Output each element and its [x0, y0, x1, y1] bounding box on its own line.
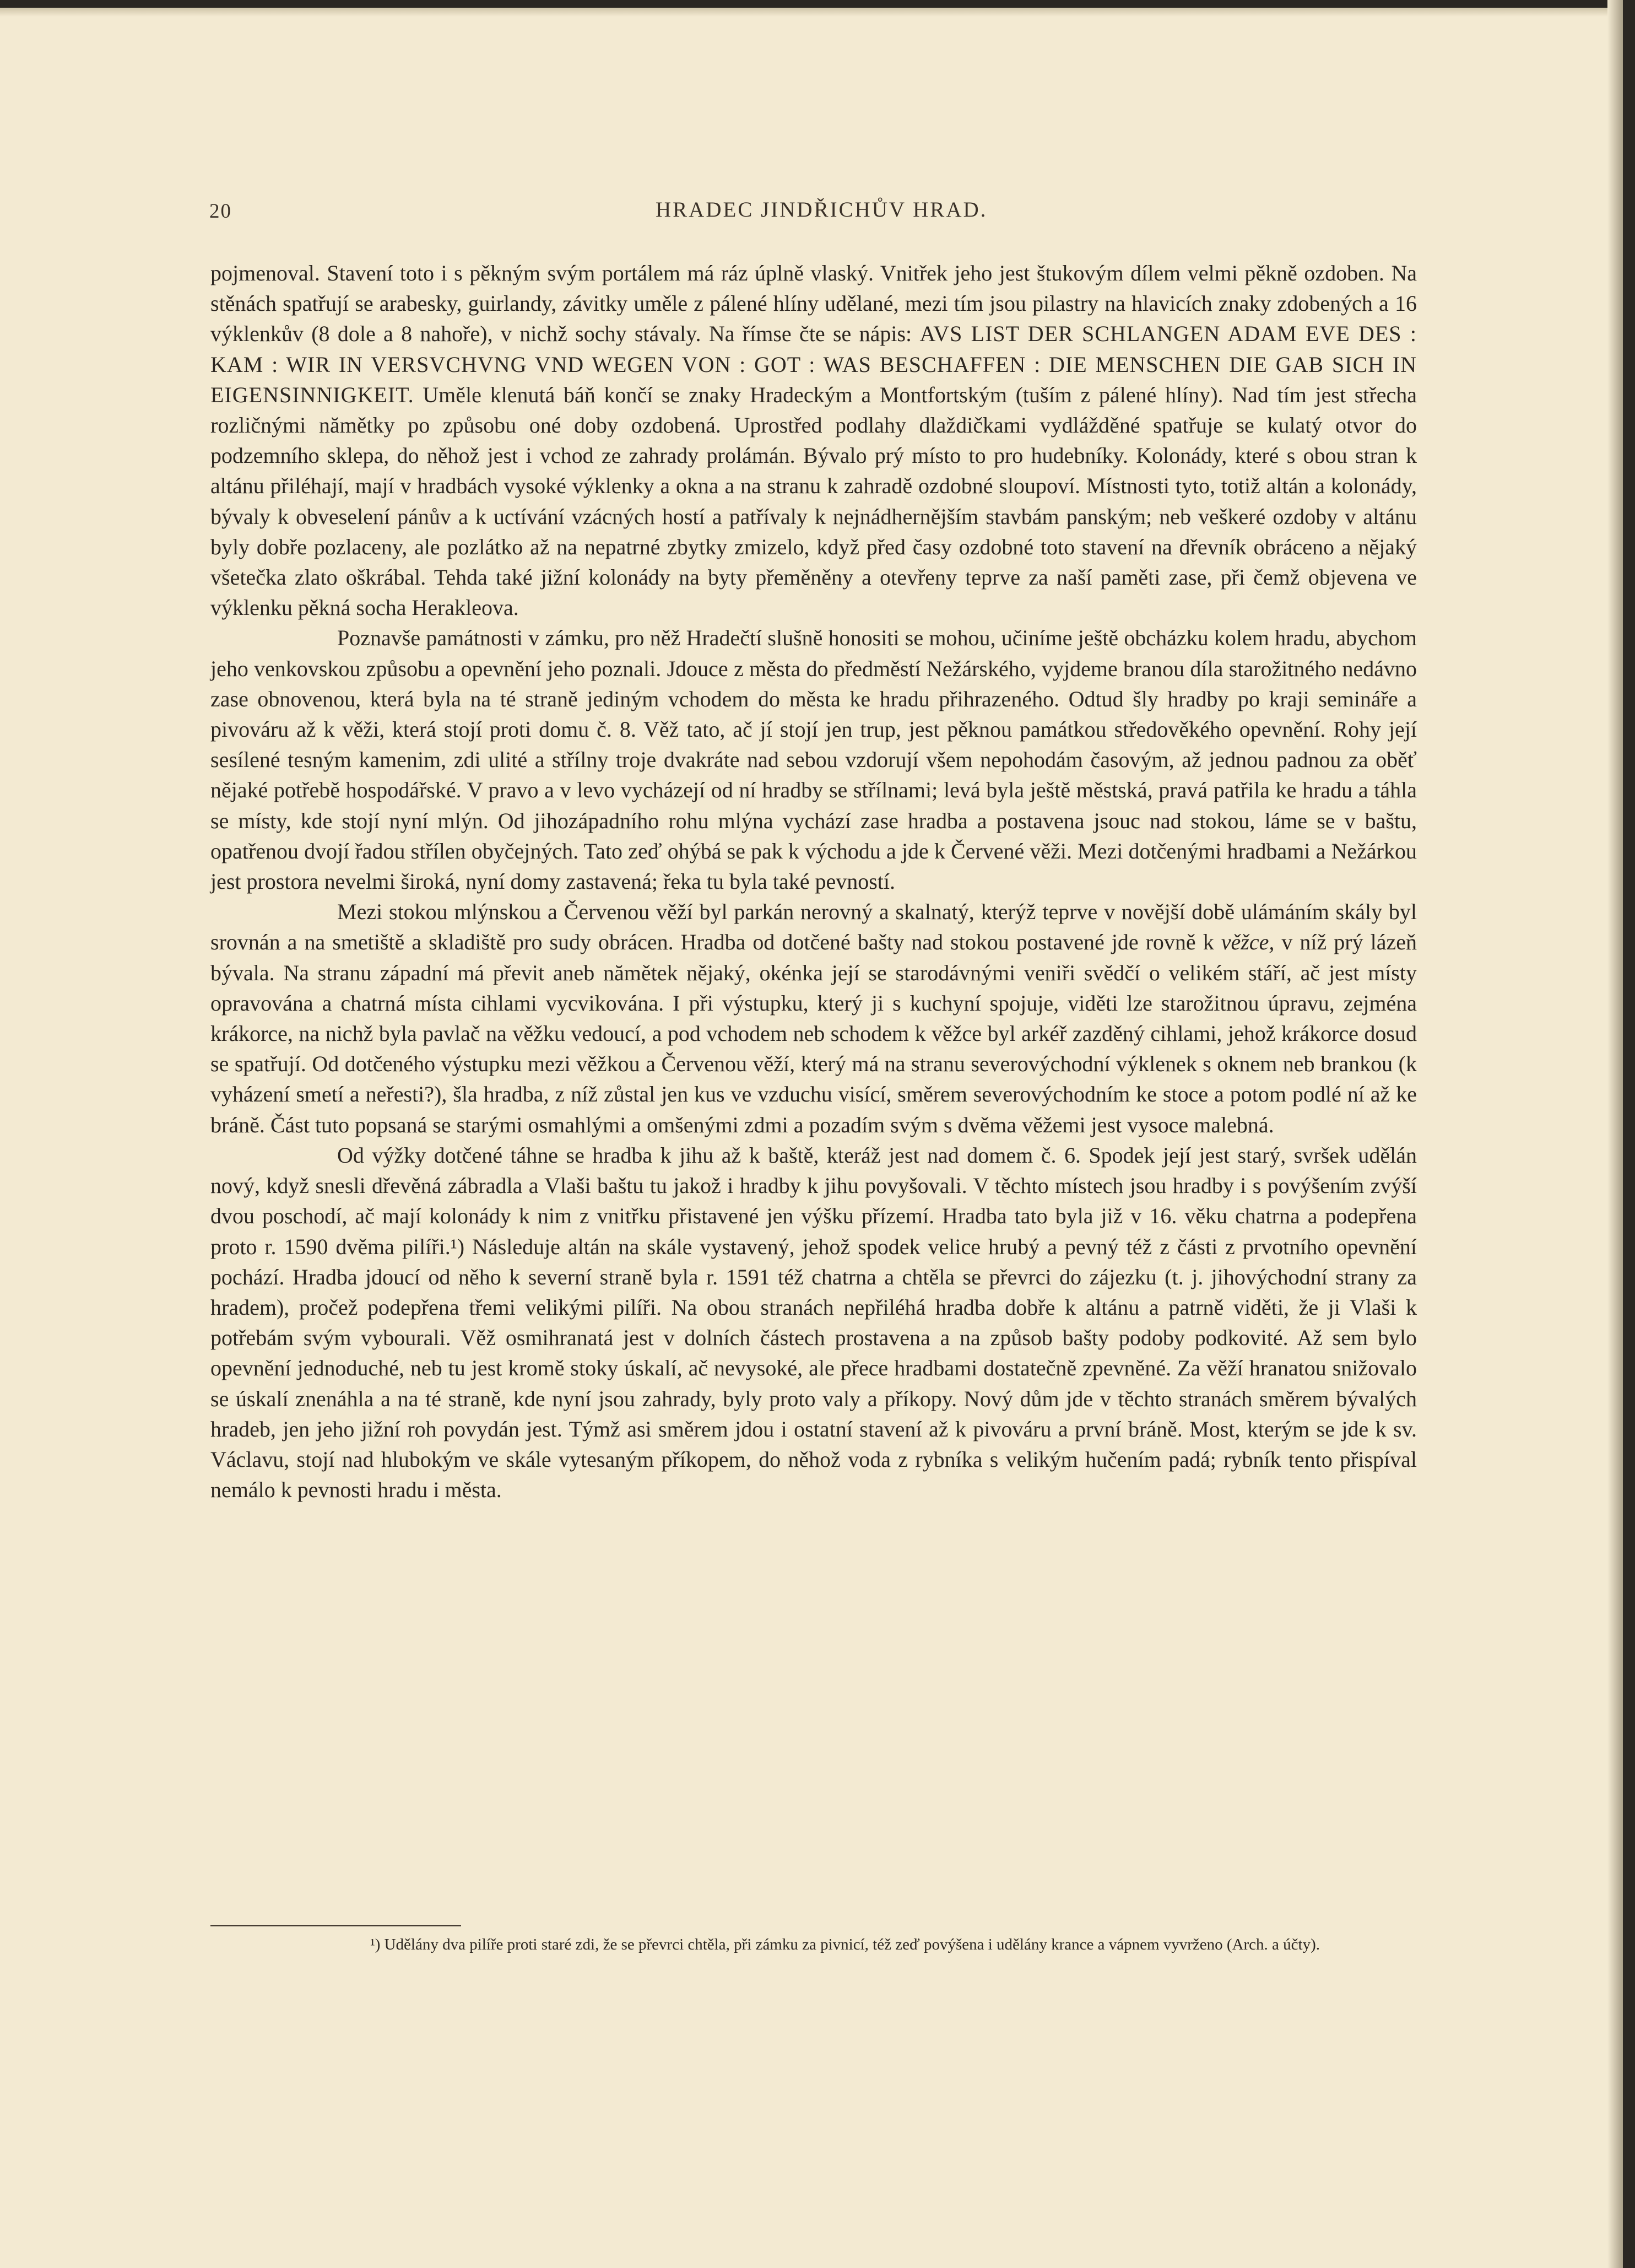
paragraph-1-start: pojmenoval. Stavení toto i s pěkným svým portálem má ráz úplně vlaský. Vnitřek jeho jest štukovým dílem velmi pěkně ozdoben. Na stěnách spatřují se arabesky, guirlandy, závitky uměle z pálené hlíny udělané, mezi tím jsou pilastry na hlavicích znaky zdobených a 16 výklenkův (8 dole a 8 nahoře), v nichž sochy stávaly. Na římse čte se nápis: — [210, 261, 1417, 347]
scan-top-shadow — [0, 8, 1635, 17]
scan-right-shadow — [1607, 0, 1623, 2268]
running-head: HRADEC JINDŘICHŮV HRAD. — [656, 198, 988, 222]
paragraph-4 — [210, 1140, 1417, 1505]
paragraph-3-end: v níž prý lázeň bývala. Na stranu západní má převit aneb nămětek nějaký, okénka její se starodávnými veniři svědčí o velikém stáří, ač jest místy opravována a chatrná místa cihlami vycvikována. I při výstupku, který ji s kuchyní spojuje, viděti lze starožitnou úpravu, zejména krákorce, na nichž byla pavlač na věžku vedoucí, a pod vchodem neb schodem k věžce byl arkéř zazděný cihlami, jehož krákorce dosud se spatřují. Od dotčeného výstupku mezi věžkou a Červenou věží, který má na stranu severovýchodní výklenek s oknem neb brankou (k vyházení smetí a neřesti?), šla hradba, z níž zůstal jen kus ve vzduchu visící, směrem severovýchodním ke stoce a potom podlé ní až ke bráně. Část tuto popsaná se starými osmahlými a omšenými zdmi a pozadím svým s dvěma věžemi jest vysoce malebná. — [210, 930, 1417, 1137]
paragraph-3 — [210, 897, 1417, 1140]
paragraph-4-start: Od výžky dotčené táhne se hradba k jihu až k baště, kteráž jest nad domem č. 6. Spodek její jest starý, svršek udělán nový, když snesli dřevěná zábradla a Vlaši baštu tu jakož i hradby k jihu povyšovali. V těchto místech jsou hradby i s povýšením zvýší dvou poschodí, ač mají kolonády k nim z vnitřku přistavené jen výšku přízemí. Hradba tato byla již v 16. věku chatrna a podepřena proto r. 1590 dvěma pilíři. — [210, 1142, 1417, 1259]
page-number: 20 — [209, 200, 232, 223]
scan-top-border — [0, 0, 1635, 8]
italic-term: věžce, — [1221, 930, 1275, 955]
paragraph-4-end: Následuje altán na skále vystavený, jehož spodek velice hrubý a pevný též z části z prvotního opevnění pochází. Hradba jdoucí od něho k severní straně byla r. 1591 též chatrna a chtěla se převrci do zájezku (t. j. jihovýchodní strany za hradem), pročež podepřena třemi velikými pilíři. Na obou stranách nepřiléhá hradba dobře k altánu a patrně viděti, že ji Vlaši k potřebám svým vybourali. Věž osmihranatá jest v dolních částech prostavena a na způsob bašty podoby podkovité. Až sem bylo opevnění jednoduché, neb tu jest kromě stoky úskalí, ač nevysoké, ale přece hradbami dostatečně zpevněné. Za věží hranatou snižovalo se úskalí znenáhla a na té straně, kde nyní jsou zahrady, byly proto valy a příkopy. Nový dům jde v těchto stranách směrem bývalých hradeb, jen jeho jižní roh povydán jest. Týmž asi směrem jdou i ostatní stavení až k pivováru a první bráně. Most, kterým se jde k sv. Václavu, stojí nad hlubokým ve skále vytesaným příkopem, do něhož voda z rybníka s velikým hučením padá; rybník tento přispíval nemálo k pevnosti hradu i města. — [210, 1234, 1417, 1503]
scan-right-border — [1623, 0, 1635, 2268]
main-text — [210, 258, 1417, 1505]
paragraph-1 — [210, 258, 1417, 623]
paragraph-2: Poznavše památnosti v zámku, pro něž Hradečtí slušně honositi se mohou, učiníme ještě obcházku kolem hradu, abychom jeho venkovskou způsobu a opevnění jeho poznali. Jdouce z města do předměstí Nežárského, vyjdeme branou díla starožitného nedávno zase obnovenou, která byla na té straně jediným vchodem do města ke hradu přihrazeného. Odtud šly hradby po kraji semináře a pivováru až k věži, která stojí proti domu č. 8. Věž tato, ač jí stojí jen trup, jest pěknou památkou středověkého opevnění. Rohy její sesílené tesným kamenim, zdi ulité a střílny troje dvakráte nad sebou vzdorují všem nepohodám časovým, až jednou padnou za oběť nějaké potřebě hospodářské. V pravo a v levo vycházejí od ní hradby se střílnami; levá byla ještě městská, pravá patřila ke hradu a táhla se místy, kde stojí nyní mlýn. Od jihozápadního rohu mlýna vychází zase hradba a postavena jsouc nad stokou, láme se v baštu, opatřenou dvojí řadou střílen obyčejných. Tato zeď ohýbá se pak k východu a jde k Červené věži. Mezi dotčenými hradbami a Nežárkou jest prostora nevelmi široká, nyní domy zastavená; řeka tu byla také pevností. — [210, 625, 1417, 894]
footnote-divider — [210, 1925, 461, 1926]
paragraph-3-start: Mezi stokou mlýnskou a Červenou věží byl parkán nerovný a skalnatý, kterýž teprve v novější době ulámáním skály byl srovnán a na smetiště a skladiště pro sudy obrácen. Hradba od dotčené bašty nad stokou postavené jde rovně k — [210, 899, 1417, 955]
inscription: AVS LIST DER SCHLANGEN ADAM EVE DES : KAM : WIR IN VERSVCHVNG VND WEGEN VON : GOT : WAS BESCHAFFEN : DIE MENSCHEN DIE GAB SICH IN EIGENSINNIGKEIT. — [210, 321, 1417, 407]
footnote-reference: ¹) — [450, 1234, 465, 1259]
paragraph-1-end: Uměle klenutá báň končí se znaky Hradeckým a Montfortským (tuším z pálené hlíny). Nad tím jest střecha rozličnými nămětky po způsobu oné doby ozdobená. Uprostřed podlahy dlaždičkami vydlážděné spatřuje se kulatý otvor do podzemního sklepa, do něhož jest i vchod ze zahrady prolámán. Bývalo prý místo to pro hudebníky. Kolonády, které s obou stran k altánu přiléhají, mají v hradbách vysoké výklenky a okna a na stranu k zahradě ozdobné sloupoví. Místnosti tyto, totiž altán a kolonády, bývaly k obveselení pánův a k uctívání vzácných hostí a patřívaly k nejnádhernějším stavbám panským; neb veškeré ozdoby v altánu byly dobře pozlaceny, ale pozlátko až na nepatrné zbytky zmizelo, když před časy ozdobné toto stavení na dřevník obráceno a nějaký všetečka zlato oškrábal. Tehda také jižní kolonády na byty přeměněny a otevřeny teprve za naší paměti zase, při čemž objevena ve výklenku pěkná socha Herakleova. — [210, 382, 1417, 620]
footnote: ¹) Udělány dva pilíře proti staré zdi, že se převrci chtěla, při zámku za pivnicí, též zeď povýšena i udělány krance a vápnem vyvrženo (Arch. a účty). — [370, 1936, 1320, 1953]
